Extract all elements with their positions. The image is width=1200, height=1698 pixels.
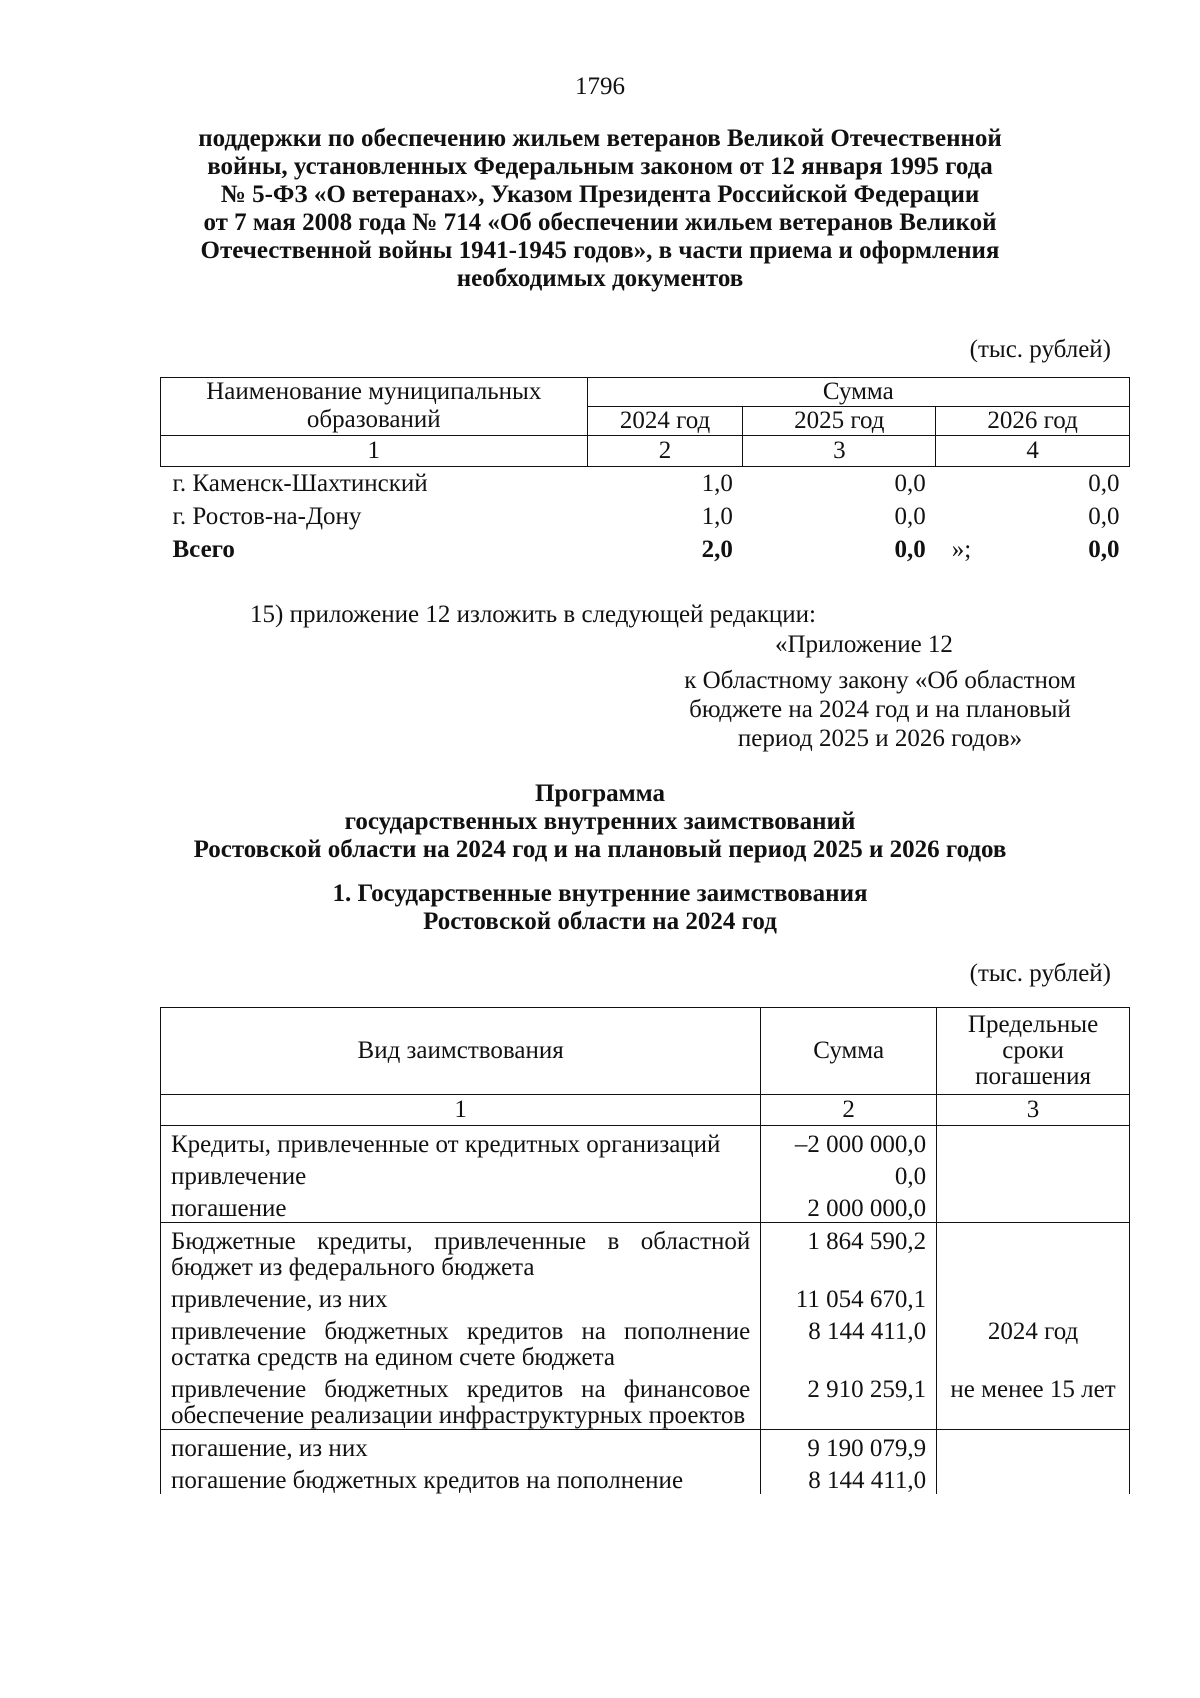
borrowing-amount: 0,0 [761, 1158, 937, 1190]
total-2026: 0,0 [1088, 536, 1120, 563]
borrowing-type: погашение, из них [161, 1430, 761, 1463]
program-title [150, 780, 1050, 864]
page-number: 1796 [575, 73, 625, 100]
closing-quote-mark: »; [951, 536, 972, 563]
column-header-type: Вид заимствования [161, 1008, 761, 1095]
value-2024: 1,0 [701, 470, 733, 497]
borrowing-type: погашение [161, 1190, 761, 1223]
table-row [161, 1462, 1130, 1494]
repayment-term [937, 1223, 1130, 1282]
column-header-2025: 2025 год [743, 407, 936, 436]
heading-line: № 5-ФЗ «О ветеранах», Указом Президента Российской Федерации [220, 181, 980, 208]
column-number: 2 [587, 436, 743, 467]
value-2026: 0,0 [1088, 470, 1120, 497]
borrowing-amount: 2 910 259,1 [761, 1371, 937, 1430]
unit-label: (тыс. рублей) [969, 336, 1111, 363]
appendix-reference [650, 666, 1110, 753]
borrowing-type: привлечение бюджетных кредитов на финансовое обеспечение реализации инфраструктурных проектов [161, 1371, 761, 1430]
column-header-municipality: Наименование муниципальных образований [161, 378, 588, 436]
total-2025: 0,0 [894, 536, 926, 563]
section-title-line: 1. Государственные внутренние заимствования [332, 880, 868, 907]
amendment-paragraph: 15) приложение 12 изложить в следующей редакции: [250, 601, 816, 628]
total-2024: 2,0 [701, 536, 733, 563]
column-number: 3 [937, 1095, 1130, 1126]
table-row [161, 1223, 1130, 1282]
repayment-term [937, 1126, 1130, 1159]
total-2026-cell [936, 533, 1130, 566]
total-label: Всего [172, 536, 235, 563]
repayment-term: 2024 год [937, 1313, 1130, 1371]
appendix-heading-continuation [150, 125, 1050, 293]
section-title-line: Ростовской области на 2024 год [423, 908, 777, 935]
repayment-term [937, 1190, 1130, 1223]
municipal-funding-table [160, 377, 1130, 566]
repayment-term: не менее 15 лет [937, 1371, 1130, 1430]
borrowings-table [160, 1007, 1130, 1494]
section-title [150, 880, 1050, 936]
heading-line: от 7 мая 2008 года № 714 «Об обеспечении жильем ветеранов Великой [203, 209, 997, 236]
borrowing-amount: 11 054 670,1 [761, 1281, 937, 1313]
total-row [161, 533, 1130, 566]
repayment-term [937, 1158, 1130, 1190]
borrowing-amount: 1 864 590,2 [761, 1223, 937, 1282]
municipality-name: г. Каменск-Шахтинский [172, 470, 428, 497]
table-row [161, 1281, 1130, 1313]
column-number: 3 [743, 436, 936, 467]
borrowing-type: привлечение бюджетных кредитов на пополнение остатка средств на едином счете бюджета [161, 1313, 761, 1371]
table-row [161, 1371, 1130, 1430]
borrowing-amount: 2 000 000,0 [761, 1190, 937, 1223]
column-header-sum: Сумма [587, 378, 1129, 407]
repayment-term [937, 1281, 1130, 1313]
appendix-line: к Областному закону «Об областном [684, 667, 1076, 694]
heading-line: необходимых документов [456, 265, 744, 292]
repayment-term [937, 1430, 1130, 1463]
table-row [161, 1430, 1130, 1463]
value-2026: 0,0 [1088, 503, 1120, 530]
unit-label: (тыс. рублей) [969, 960, 1111, 987]
heading-line: поддержки по обеспечению жильем ветеранов Великой Отечественной [198, 125, 1002, 152]
table-row [161, 1126, 1130, 1159]
program-title-line: государственных внутренних заимствований [344, 808, 856, 835]
table-row [161, 500, 1130, 533]
column-number: 2 [761, 1095, 937, 1126]
appendix-line: период 2025 и 2026 годов» [737, 725, 1023, 752]
value-2024: 1,0 [701, 503, 733, 530]
column-header-2026: 2026 год [936, 407, 1130, 436]
value-2025: 0,0 [894, 503, 926, 530]
heading-line: войны, установленных Федеральным законом от 12 января 1995 года [207, 153, 993, 180]
borrowing-type: привлечение [161, 1158, 761, 1190]
value-2025: 0,0 [894, 470, 926, 497]
borrowing-amount: –2 000 000,0 [761, 1126, 937, 1159]
column-header-sum: Сумма [761, 1008, 937, 1095]
column-header-2024: 2024 год [587, 407, 743, 436]
table-row [161, 1313, 1130, 1371]
borrowing-type: привлечение, из них [161, 1281, 761, 1313]
column-number: 4 [936, 436, 1130, 467]
column-number: 1 [161, 1095, 761, 1126]
table-row [161, 467, 1130, 501]
appendix-line: бюджете на 2024 год и на плановый [689, 696, 1071, 723]
borrowing-amount: 8 144 411,0 [761, 1313, 937, 1371]
borrowing-type: погашение бюджетных кредитов на пополнение [161, 1462, 761, 1494]
municipality-name: г. Ростов-на-Дону [172, 503, 362, 530]
column-header-terms: Предельные сроки погашения [937, 1008, 1130, 1095]
column-number: 1 [161, 436, 588, 467]
borrowing-amount: 8 144 411,0 [761, 1462, 937, 1494]
repayment-term [937, 1462, 1130, 1494]
borrowing-type: Бюджетные кредиты, привлеченные в областной бюджет из федерального бюджета [161, 1223, 761, 1282]
heading-line: Отечественной войны 1941-1945 годов», в части приема и оформления [200, 237, 1000, 264]
table-row [161, 1158, 1130, 1190]
borrowing-amount: 9 190 079,9 [761, 1430, 937, 1463]
borrowing-type: Кредиты, привлеченные от кредитных организаций [161, 1126, 761, 1159]
program-title-line: Программа [535, 780, 665, 807]
table-row [161, 1190, 1130, 1223]
program-title-line: Ростовской области на 2024 год и на плановый период 2025 и 2026 годов [193, 836, 1007, 863]
appendix-title: «Приложение 12 [775, 631, 953, 658]
